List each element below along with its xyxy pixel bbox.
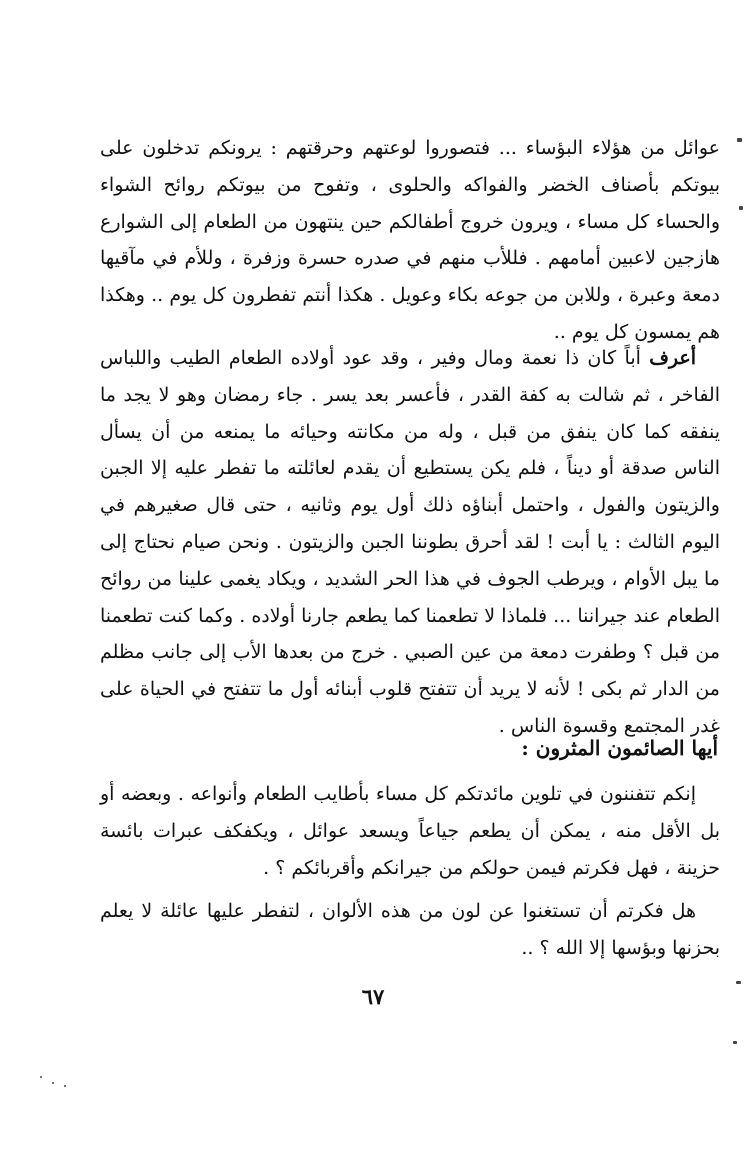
paragraph-4-text: هل فكرتم أن تستغنوا عن لون من هذه الألوان ، لتفطر عليها عائلة لا يعلم بحزنها وبؤسها إلا الله ؟ .. [100,900,720,959]
paragraph-3-text: إنكم تتفننون في تلوين مائدتكم كل مساء بأطايب الطعام وأنواعه . وبعضه أو بل الأقل منه ، يمكن أن يطعم جياعاً ويسعد عوائل ، ويكفكف عبرات بائسة حزينة ، فهل فكرتم فيمن حولكم من جيرانكم وأقربائكم ؟ . [100,783,720,879]
scan-speck [737,138,742,142]
paragraph-2-text: أباً كان ذا نعمة ومال وفير ، وقد عود أولاده الطعام الطيب واللباس الفاخر ، ثم شالت به كفة القدر ، فأعسر بعد يسر . جاء رمضان وهو لا يجد ما ينفقه كما كان ينفق من قبل ، وله من مكانته وحيائه ما يمنعه من أن يسأل الناس صدقة أو ديناً ، فلم يكن يستطيع أن يقدم لعائلته ما تفطر عليه إلا الجبن والزيتون والفول ، واحتمل أبناؤه ذلك أول يوم وثانيه ، حتى قال صغيرهم في اليوم الثالث : يا أبت ! لقد أحرق بطوننا الجبن والزيتون . ونحن صيام نحتاج إلى ما يبل الأوام ، ويرطب الجوف في هذا الحر الشديد ، ويكاد يغمى علينا من روائح الطعام عند جيراننا ... فلماذا لا تطعمنا كما يطعم جارنا أولاده . وكما كنت تطعمنا من قبل ؟ وطفرت دمعة من عين الصبي . خرج من بعدها الأب إلى جانب مظلم من الدار ثم بكى ! لأنه لا يريد أن تتفتح قلوب أبنائه أول ما تتفتح في الحياة على غدر المجتمع وقسوة الناس . [100,347,720,737]
scan-speck [40,1076,42,1078]
page-number: ٦٧ [361,984,385,1009]
scan-speck [739,206,743,210]
scan-speck [64,1085,66,1087]
paragraph-3 [100,776,720,886]
paragraph-2 [100,340,720,745]
paragraph-1 [100,130,720,351]
section-heading: أيها الصائمون المثرون : [521,736,718,760]
paragraph-2-lead-word: أعرف [649,347,696,369]
scan-speck [52,1082,54,1084]
paragraph-2-body [100,340,720,745]
paragraph-1-text: عوائل من هؤلاء البؤساء ... فتصوروا لوعتهم وحرقتهم : يرونكم تدخلون على بيوتكم بأصناف الخضر والفواكه والحلوى ، وتفوح من بيوتكم روائح الشواء والحساء كل مساء ، ويرون خروج أطفالكم حين ينتهون من الطعام إلى الشوارع هازجين لاعبين أمامهم . فللأب منهم في صدره حسرة وزفرة ، وللأم في مآقيها دمعة وعبرة ، وللابن من جوعه بكاء وعويل . هكذا أنتم تفطرون كل يوم .. وهكذا هم يمسون كل يوم .. [100,137,720,343]
paragraph-4 [100,893,720,967]
scan-speck [733,1041,737,1044]
scan-speck [736,981,741,984]
